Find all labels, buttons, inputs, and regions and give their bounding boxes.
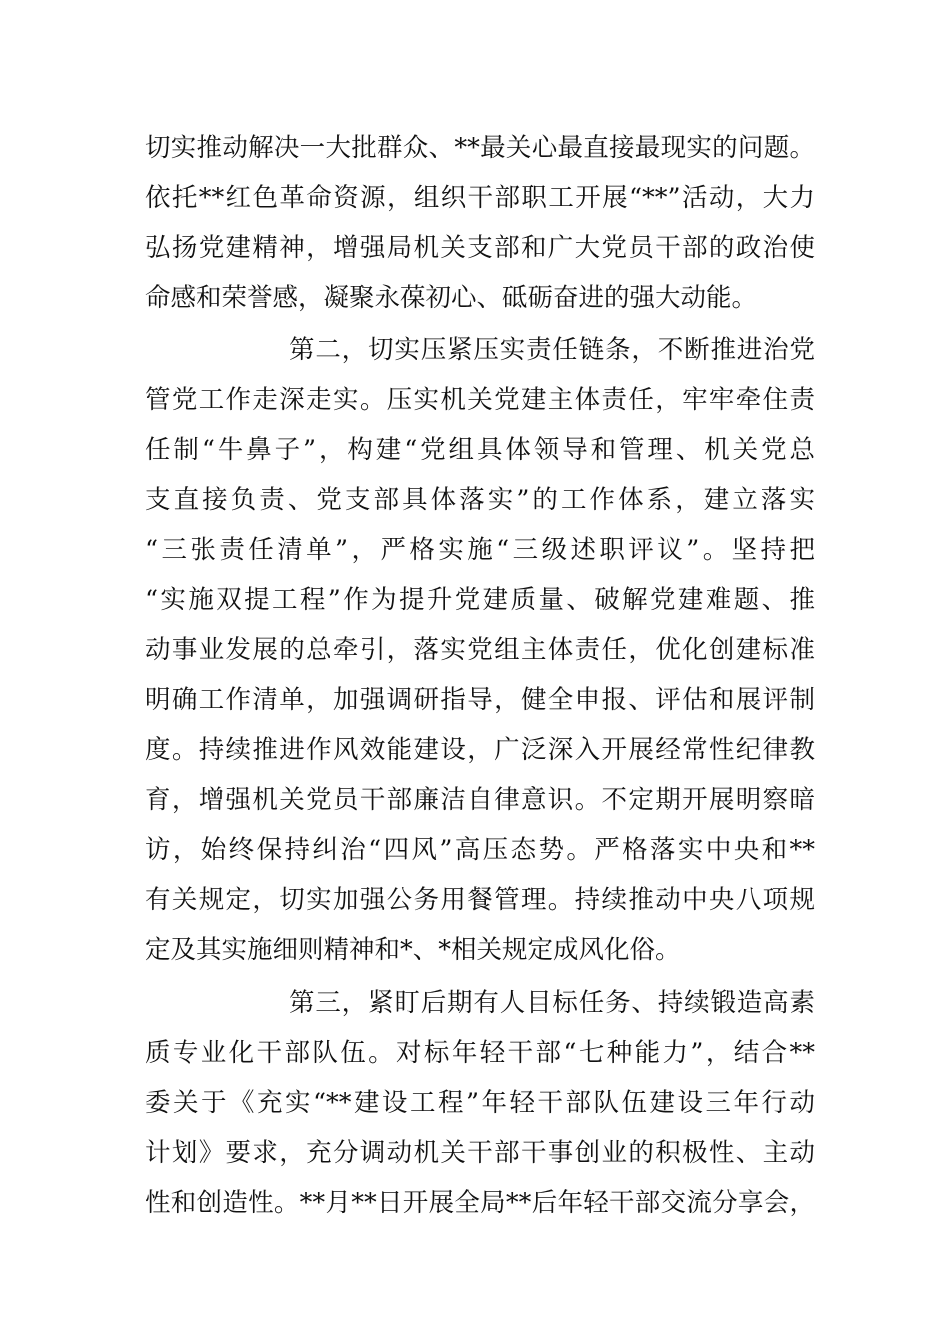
paragraph-2-line-13: 定及其实施细则精神和*、*相关规定成风化俗。	[145, 935, 681, 965]
paragraph-1-line-4: 命感和荣誉感，凝聚永葆初心、砥砺奋进的强大动能。	[145, 283, 758, 313]
paragraph-2-line-6: “实施双提工程”作为提升党建质量、破解党建难题、推	[145, 585, 815, 615]
paragraph-2-line-9: 度。持续推进作风效能建设，广泛深入开展经常性纪律教	[145, 735, 815, 765]
paragraph-2-line-1: 第二，切实压紧压实责任链条，不断推进治党	[289, 335, 815, 365]
paragraph-2-line-8: 明确工作清单，加强调研指导，健全申报、评估和展评制	[145, 685, 815, 715]
paragraph-3-line-1: 第三，紧盯后期有人目标任务、持续锻造高素	[289, 988, 815, 1018]
paragraph-3-line-4: 计划》要求，充分调动机关干部干事创业的积极性、主动	[145, 1138, 815, 1168]
paragraph-1-line-1: 切实推动解决一大批群众、**最关心最直接最现实的问题。	[145, 133, 815, 163]
paragraph-3-line-5: 性和创造性。**月**日开展全局**后年轻干部交流分享会，	[145, 1188, 815, 1218]
paragraph-2-line-3: 任制“牛鼻子”，构建“党组具体领导和管理、机关党总	[145, 435, 815, 465]
paragraph-3-line-3: 委关于《充实“**建设工程”年轻干部队伍建设三年行动	[145, 1088, 815, 1118]
paragraph-1-line-3: 弘扬党建精神，增强局机关支部和广大党员干部的政治使	[145, 233, 815, 263]
paragraph-1-line-2: 依托**红色革命资源，组织干部职工开展“**”活动，大力	[145, 183, 815, 213]
paragraph-2-line-2: 管党工作走深走实。压实机关党建主体责任，牢牢牵住责	[145, 385, 815, 415]
paragraph-2-line-10: 育，增强机关党员干部廉洁自律意识。不定期开展明察暗	[145, 785, 815, 815]
paragraph-2-line-12: 有关规定，切实加强公务用餐管理。持续推动中央八项规	[145, 885, 815, 915]
paragraph-2-line-7: 动事业发展的总牵引，落实党组主体责任，优化创建标准	[145, 635, 815, 665]
paragraph-2-line-4: 支直接负责、党支部具体落实”的工作体系，建立落实	[145, 485, 815, 515]
paragraph-3-line-2: 质专业化干部队伍。对标年轻干部“七种能力”，结合**	[145, 1038, 815, 1068]
paragraph-2-line-11: 访，始终保持纠治“四风”高压态势。严格落实中央和**	[145, 835, 815, 865]
paragraph-2-line-5: “三张责任清单”，严格实施“三级述职评议”。坚持把	[145, 535, 815, 565]
